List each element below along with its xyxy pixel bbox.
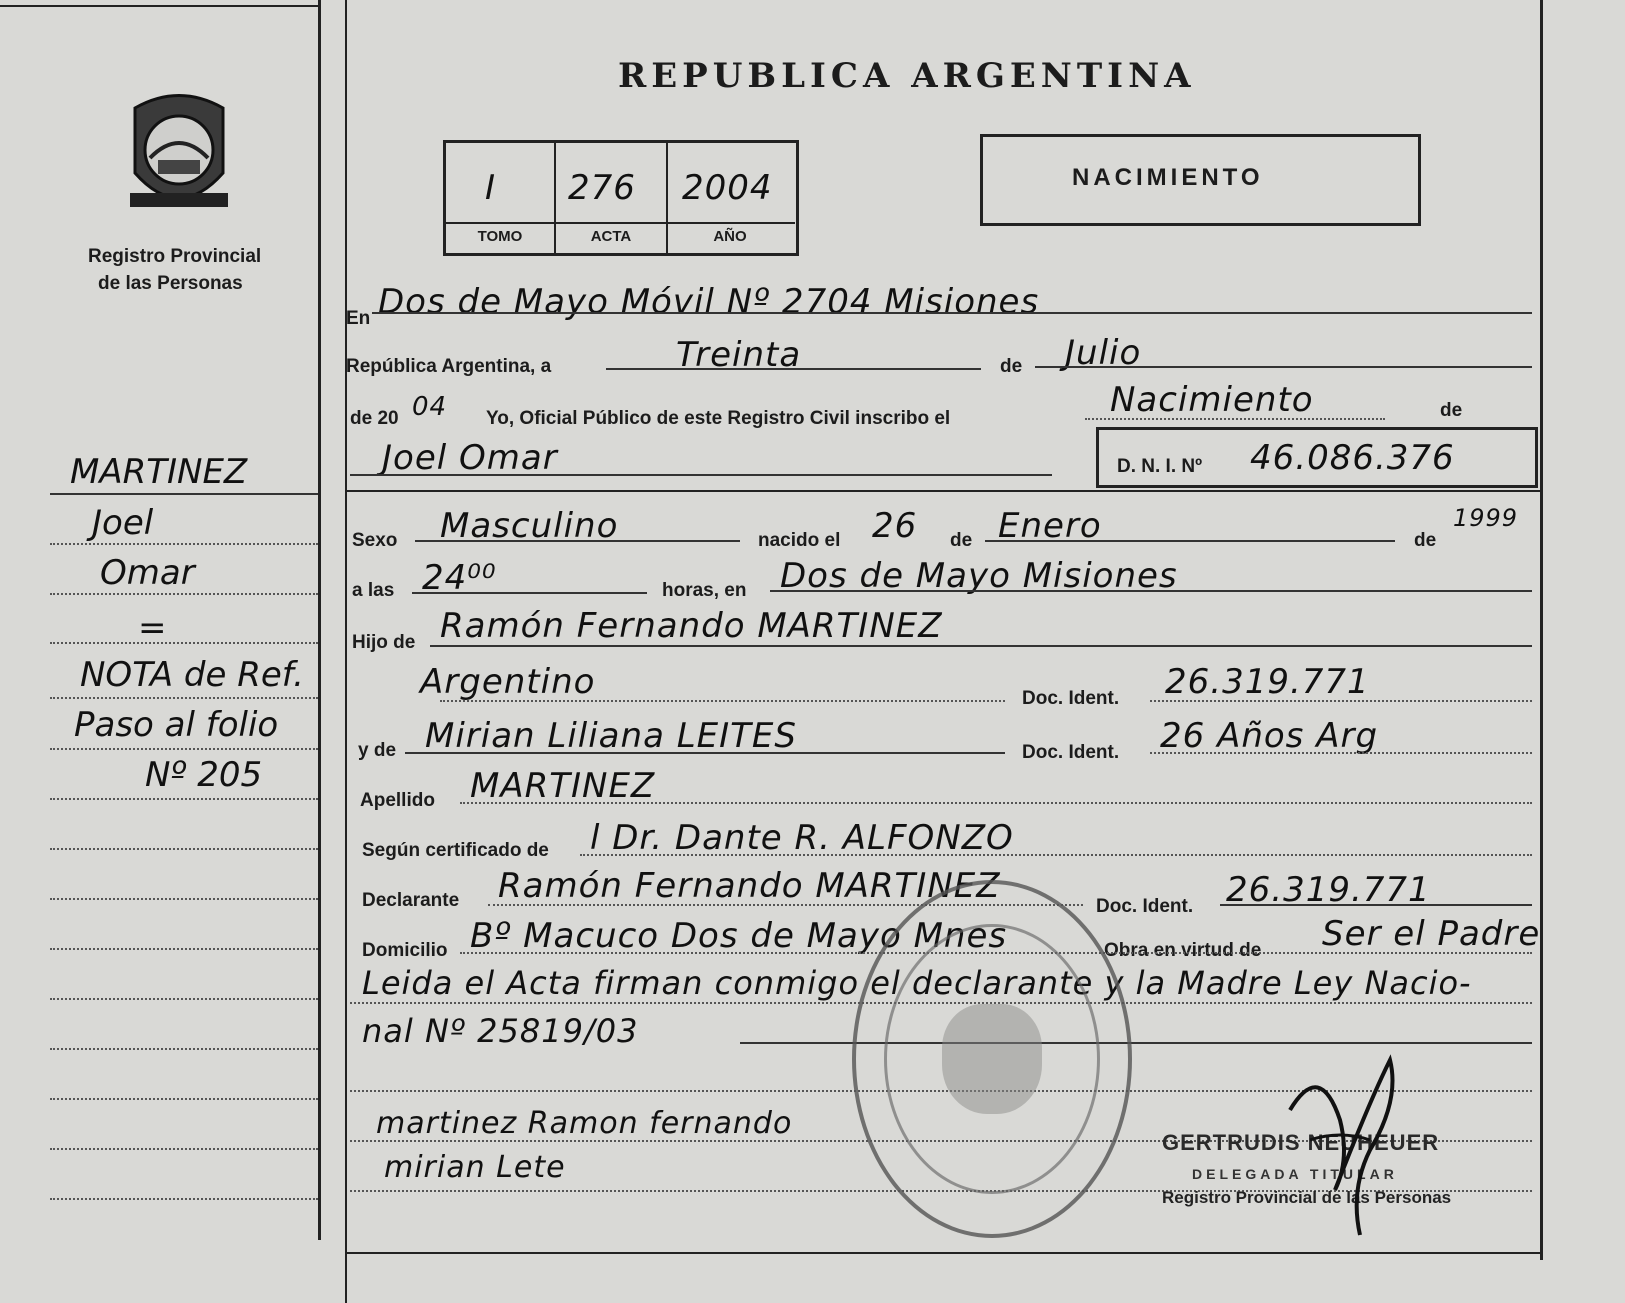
horas-label: horas, en: [662, 580, 747, 601]
birth-place-underline: [770, 590, 1532, 592]
official-signature-flourish: [1280, 1040, 1410, 1240]
father-nationality: Argentino: [420, 662, 596, 702]
ano-value: 2004: [682, 168, 773, 208]
hijo-label: Hijo de: [352, 632, 416, 653]
declarante-doc: 26.319.771: [1226, 870, 1431, 910]
child-name-underline: [350, 474, 1052, 476]
mother-name: Mirian Liliana LEITES: [425, 716, 797, 756]
side-dots: [50, 697, 318, 699]
side-dots: [50, 1198, 318, 1200]
side-dots: [50, 642, 318, 644]
republica-label: República Argentina, a: [346, 356, 552, 377]
side-dots: [50, 1098, 318, 1100]
official-role: DELEGADA TITULAR: [1192, 1166, 1398, 1182]
mother-doc-label: Doc. Ident.: [1022, 742, 1120, 763]
de-label: de: [1000, 356, 1023, 377]
ano-label: AÑO: [713, 228, 747, 245]
page-left-edge: [345, 0, 347, 1303]
declarante-doc-line: [1220, 904, 1532, 906]
declarante-doc-label: Doc. Ident.: [1096, 896, 1194, 917]
top-border-left: [0, 5, 320, 7]
side-surname: MARTINEZ: [70, 452, 248, 492]
father-doc-label: Doc. Ident.: [1022, 688, 1120, 709]
side-panel-divider: [318, 0, 321, 1240]
side-dots: [50, 593, 318, 595]
record-type: NACIMIENTO: [1072, 164, 1264, 191]
side-equals-mark: =: [138, 608, 167, 648]
side-dots: [50, 898, 318, 900]
side-dots: [50, 1048, 318, 1050]
domicilio-label: Domicilio: [362, 940, 448, 961]
apellido-value: MARTINEZ: [470, 766, 656, 806]
act-type: Nacimiento: [1110, 380, 1314, 420]
year-prefix-label: de 20: [350, 408, 399, 429]
nacido-label: nacido el: [758, 530, 841, 551]
side-dots: [50, 543, 318, 545]
birth-day: 26: [872, 506, 918, 546]
section-divider: [346, 490, 1540, 492]
dni-value: 46.086.376: [1250, 438, 1455, 478]
apellido-label: Apellido: [360, 790, 435, 811]
side-dots: [50, 748, 318, 750]
act-type-line: [1085, 418, 1385, 420]
domicilio-value: Bº Macuco Dos de Mayo Mnes: [470, 916, 1008, 956]
side-dots: [50, 798, 318, 800]
day-words: Treinta: [676, 335, 802, 375]
father-name: Ramón Fernando MARTINEZ: [440, 606, 943, 646]
side-dots: [50, 848, 318, 850]
declarante-label: Declarante: [362, 890, 460, 911]
registry-name: Registro Provincial: [88, 246, 262, 267]
side-dots: [50, 948, 318, 950]
oficial-text: Yo, Oficial Público de este Registro Civil inscribo el: [486, 408, 951, 429]
birth-hour: 24⁰⁰: [422, 558, 497, 598]
mother-name-underline: [405, 752, 1005, 754]
acta-value: 276: [568, 168, 636, 208]
page-bottom-edge: [345, 1252, 1542, 1254]
birth-month: Enero: [998, 506, 1102, 546]
hour-underline: [412, 592, 647, 594]
de-label-2: de: [1440, 400, 1463, 421]
father-doc-line: [1150, 700, 1532, 702]
certificado-value: l Dr. Dante R. ALFONZO: [590, 818, 1014, 858]
side-dots: [50, 998, 318, 1000]
official-seal-stamp: [852, 880, 1132, 1238]
side-given-name-2: Omar: [100, 553, 195, 593]
nationality-line: [440, 700, 1005, 702]
sexo-underline: [415, 540, 740, 542]
country-title: REPUBLICA ARGENTINA: [618, 56, 1196, 96]
side-note-line1: NOTA de Ref.: [80, 655, 304, 695]
en-label: En: [346, 308, 371, 329]
side-underline: [50, 493, 318, 495]
extra-line-2: nal Nº 25819/03: [362, 1012, 639, 1050]
official-office: Registro Provincial de las Personas: [1162, 1188, 1452, 1207]
father-name-underline: [430, 645, 1532, 647]
side-note-line3: Nº 205: [145, 755, 263, 795]
side-note-line2: Paso al folio: [74, 705, 279, 745]
year-suffix: 04: [412, 392, 448, 422]
month-underline: [1035, 366, 1532, 368]
province-emblem-icon: [120, 88, 238, 218]
registry-name-line2: de las Personas: [98, 273, 243, 294]
extra-line-1: Leida el Acta firman conmigo el declarante y la Madre Ley Nacio-: [362, 964, 1472, 1002]
tomo-label: TOMO: [477, 228, 523, 245]
signature-1: martinez Ramon fernando: [376, 1106, 793, 1141]
child-name: Joel Omar: [382, 438, 558, 478]
signature-2: mirian Lete: [384, 1150, 566, 1185]
sexo-value: Masculino: [440, 506, 619, 546]
official-name: GERTRUDIS NEUHEUER: [1162, 1130, 1440, 1155]
birth-place: Dos de Mayo Misiones: [780, 556, 1178, 596]
apellido-line: [460, 802, 1532, 804]
side-dots: [50, 1148, 318, 1150]
acta-label: ACTA: [590, 228, 632, 245]
side-given-name-1: Joel: [92, 503, 154, 543]
obra-label: Obra en virtud de: [1104, 940, 1262, 961]
father-doc: 26.319.771: [1165, 662, 1370, 702]
day-underline: [606, 368, 981, 370]
page-right-edge: [1540, 0, 1543, 1260]
tomo-value: I: [485, 168, 497, 208]
place-value: Dos de Mayo Móvil Nº 2704 Misiones: [378, 282, 1040, 322]
obra-value: Ser el Padre: [1322, 914, 1541, 954]
mother-doc-line: [1150, 752, 1532, 754]
de-label-4: de: [1414, 530, 1437, 551]
birth-year: 1999: [1453, 504, 1519, 532]
de-label-3: de: [950, 530, 973, 551]
segun-label: Según certificado de: [362, 840, 549, 861]
y-de-label: y de: [358, 740, 397, 761]
month-value: Julio: [1065, 333, 1142, 373]
sexo-label: Sexo: [352, 530, 398, 551]
birth-month-underline: [985, 540, 1395, 542]
dni-label: D. N. I. Nº: [1117, 456, 1203, 477]
place-underline: [372, 312, 1532, 314]
a-las-label: a las: [352, 580, 395, 601]
declarante-value: Ramón Fernando MARTINEZ: [498, 866, 1001, 906]
certificado-line: [580, 854, 1532, 856]
record-box-row-divider: [443, 222, 795, 224]
mother-doc: 26 Años Arg: [1160, 716, 1379, 756]
